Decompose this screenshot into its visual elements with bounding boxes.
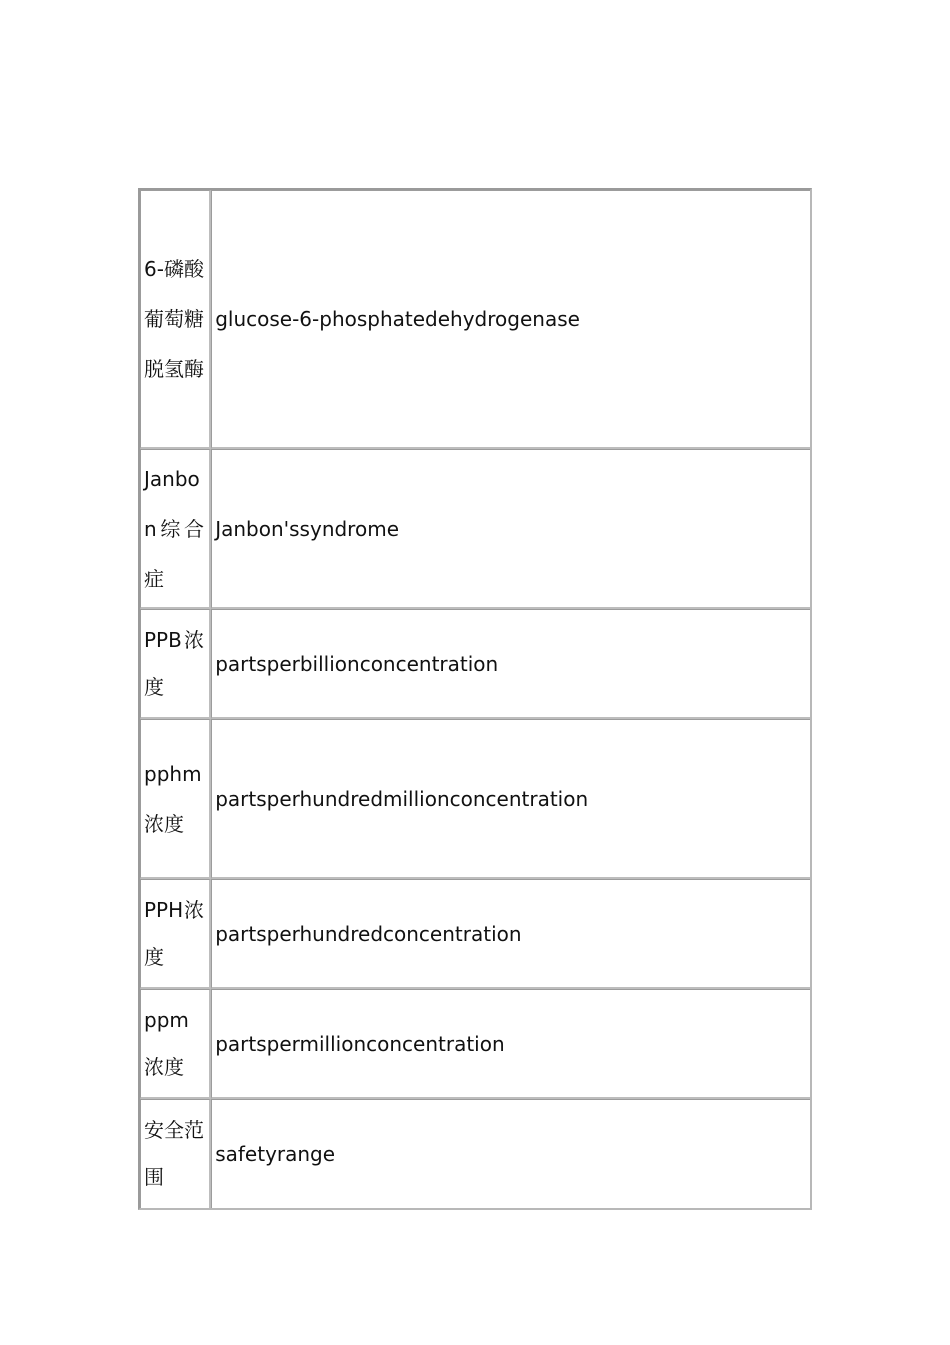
definition-text: partsperhundredmillionconcentration	[215, 786, 589, 811]
definition-cell	[211, 1099, 810, 1208]
definition-cell	[211, 449, 810, 609]
term-cell	[140, 719, 211, 879]
table-row	[140, 879, 810, 989]
term-cell	[140, 879, 211, 989]
definition-cell	[211, 719, 810, 879]
table-row	[140, 719, 810, 879]
table-row	[140, 609, 810, 719]
table-row	[140, 1099, 810, 1208]
definition-text: partsperhundredconcentration	[215, 921, 522, 946]
term-text: 安全范围	[144, 1118, 204, 1189]
table-row	[140, 989, 810, 1099]
term-cell	[140, 190, 211, 449]
term-text: 6-磷酸葡萄糖脱氢酶	[144, 257, 204, 381]
definition-text: safetyrange	[215, 1142, 336, 1166]
definition-cell	[211, 609, 810, 719]
term-text: ppm浓度	[144, 1007, 189, 1079]
table-row	[140, 190, 810, 449]
definition-text: partsperbillionconcentration	[215, 651, 499, 676]
term-cell	[140, 989, 211, 1099]
glossary-table	[138, 188, 812, 1210]
definition-cell	[211, 989, 810, 1099]
term-cell	[140, 609, 211, 719]
definition-cell	[211, 879, 810, 989]
definition-text: glucose-6-phosphatedehydrogenase	[215, 307, 580, 331]
term-text: Janbon综合症	[144, 466, 204, 591]
definition-cell	[211, 190, 810, 449]
table-row	[140, 449, 810, 609]
term-text: pphm浓度	[144, 761, 202, 836]
term-cell	[140, 449, 211, 609]
definition-text: Janbon'ssyndrome	[215, 516, 399, 541]
term-text: PPH浓度	[144, 897, 204, 969]
term-text: PPB浓度	[144, 627, 204, 699]
term-cell	[140, 1099, 211, 1208]
definition-text: partspermillionconcentration	[215, 1031, 505, 1056]
